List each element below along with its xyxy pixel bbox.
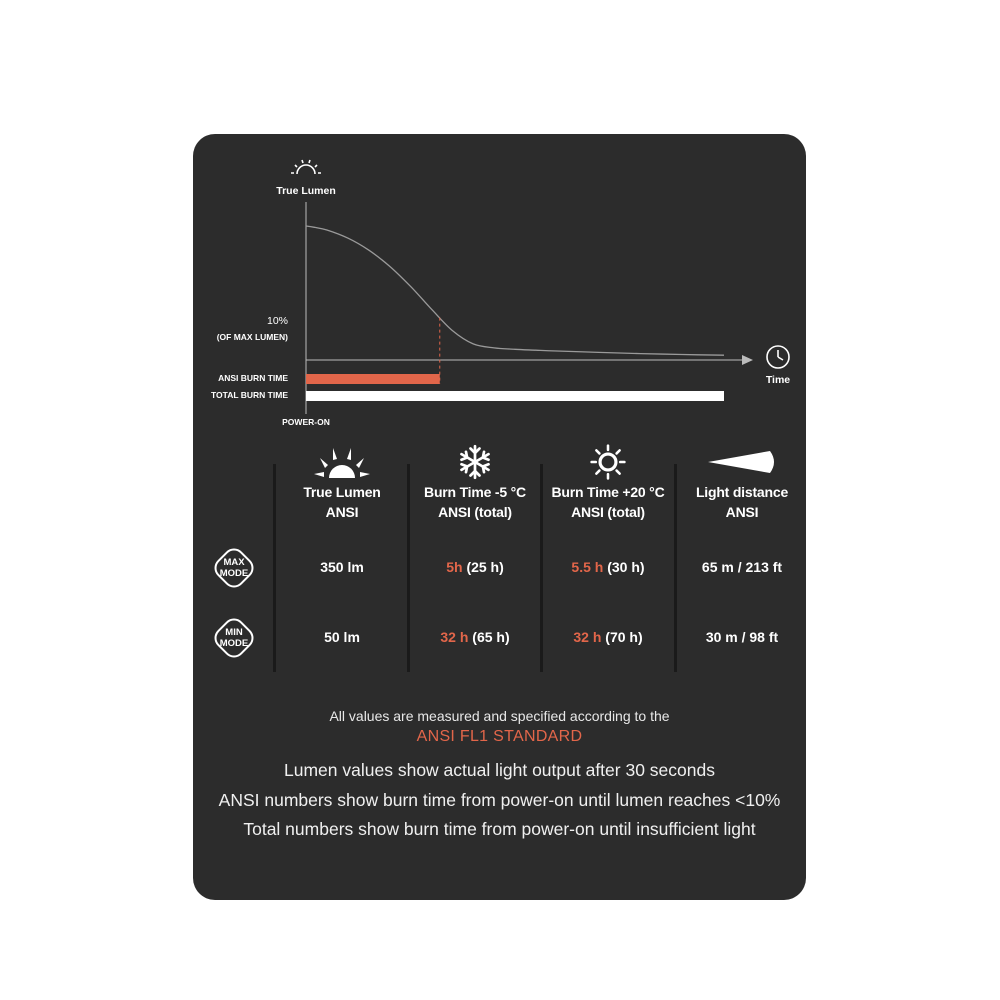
min-warm-burn-time — [543, 629, 673, 645]
origin-label: POWER-ON — [282, 417, 330, 427]
ansi-burn-label: ANSI BURN TIME — [218, 373, 288, 383]
x-axis-label: Time — [765, 374, 791, 386]
ansi-burn-bar — [306, 374, 440, 384]
sun-rays-icon — [277, 444, 407, 480]
min-lumen-value: 50 lm — [324, 629, 360, 645]
max-cold-total: (25 h) — [466, 559, 504, 575]
clock-icon — [767, 346, 789, 368]
footer-ansi-note: ANSI numbers show burn time from power-on until lumen reaches <10% — [218, 790, 781, 810]
lumen-curve — [306, 226, 724, 355]
min-light-distance: 30 m / 98 ft — [705, 629, 779, 645]
burn-time-chart — [193, 134, 806, 444]
min-cold-ansi: 32 h — [440, 629, 469, 645]
threshold-sublabel: (OF MAX LUMEN) — [216, 332, 288, 342]
min-cold-total: (65 h) — [472, 629, 510, 645]
sun-icon — [543, 444, 673, 480]
max-light-distance: 65 m / 213 ft — [701, 559, 783, 575]
max-mode-badge: MAX MODE — [206, 540, 262, 596]
min-warm-total: (70 h) — [605, 629, 643, 645]
footer-total-note: Total numbers show burn time from power-on until insufficient light — [243, 819, 756, 839]
light-beam-icon — [677, 444, 806, 480]
footer-note: All values are measured and specified according to the — [329, 708, 670, 724]
threshold-label: 10% — [266, 315, 288, 327]
total-burn-bar — [306, 391, 724, 401]
min-warm-ansi: 32 h — [573, 629, 602, 645]
column-header-burn-time-warm: Burn Time +20 °C ANSI (total) — [551, 484, 665, 520]
max-warm-ansi: 5.5 h — [571, 559, 604, 575]
column-header-light-distance: Light distance ANSI — [695, 484, 789, 520]
column-separator — [273, 464, 276, 672]
max-cold-ansi: 5h — [446, 559, 463, 575]
max-cold-burn-time — [410, 559, 540, 575]
max-lumen-value: 350 lm — [320, 559, 364, 575]
footer-standard: ANSI FL1 STANDARD — [416, 728, 583, 745]
max-warm-burn-time — [543, 559, 673, 575]
column-header-true-lumen: True Lumen ANSI — [303, 484, 381, 520]
column-header-burn-time-cold: Burn Time -5 °C ANSI (total) — [424, 484, 526, 520]
max-warm-total: (30 h) — [607, 559, 645, 575]
min-mode-badge: MIN MODE — [206, 610, 262, 666]
spec-card — [193, 134, 806, 900]
x-axis-arrow — [742, 355, 753, 365]
total-burn-label: TOTAL BURN TIME — [211, 390, 288, 400]
snowflake-icon — [410, 444, 540, 480]
min-cold-burn-time — [410, 629, 540, 645]
sun-rays-small-icon — [291, 160, 321, 174]
y-axis-label: True Lumen — [276, 185, 336, 197]
footer-lumen-note: Lumen values show actual light output after 30 seconds — [284, 760, 715, 780]
